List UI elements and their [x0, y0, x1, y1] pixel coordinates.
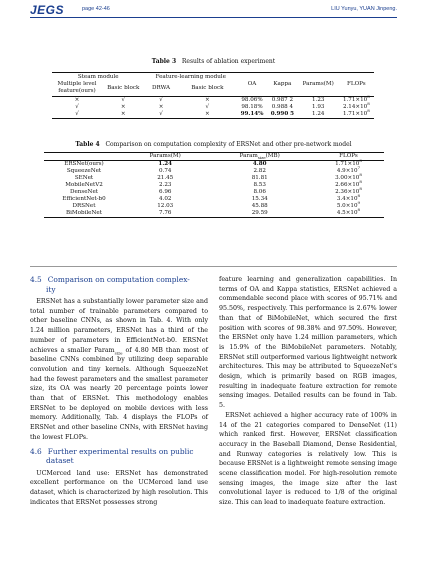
t3-cell: 1.93 — [311, 104, 325, 110]
t4-flops: 5.0×10 — [336, 203, 358, 209]
author-names: LIU Yunyu, YUAN Jinpeng. — [331, 6, 397, 12]
t3-col-kappa: Kappa — [273, 81, 292, 87]
table3 — [52, 72, 374, 119]
t4-cell: 21.45 — [157, 175, 174, 181]
t3-col-multilevel: Multiple level feature(ours) — [57, 81, 97, 94]
t4-cell — [313, 158, 384, 169]
section-number: 4.6 — [30, 446, 42, 456]
table-row — [52, 97, 374, 105]
table-row — [44, 175, 384, 182]
t4-cell: 1.24 — [158, 161, 173, 167]
t4-cell: SENet — [74, 175, 94, 181]
section-title: Comparison on computation complex- — [47, 275, 190, 284]
t3-group-steam: Steam module — [77, 74, 119, 80]
right-paragraph-2: ERSNet achieved a higher accuracy rate of 100% in 14 of the 21 categories compared to DenseNet (11) which ranked first. However, ERSNet classification accuracy in the Baseball Diamond, Dense Residential, and Runway categories is relatively low. This is because ERSNet is a lightweight remote sensing image scene classification model. For high-resolution remote sensing images, the image size after the last convolutional layer is reduced to 1/8 of the original size. This can lead to inadequate feature extraction. — [219, 411, 397, 507]
t4-cell: DRSNet — [72, 203, 96, 209]
right-column — [219, 275, 397, 508]
t3-group-feature: Feature-learning module — [155, 74, 226, 80]
t4-cell: 8.06 — [253, 189, 266, 195]
t3-cell: √ — [159, 111, 163, 117]
section-4-6-paragraph: UCMerced land use: ERSNet has demonstrated excellent performance on the UCMerced land use dataset, which is characterized by high resolution. This indicates that ERSNet possesses strong — [30, 469, 208, 506]
section-title-cont: ity — [46, 284, 56, 294]
table3-caption — [30, 58, 397, 65]
t4-exp: 8 — [359, 158, 362, 164]
table-row — [44, 168, 384, 175]
t3-exp: 8 — [367, 108, 370, 114]
t4-cell — [313, 207, 384, 218]
t3-cell — [339, 108, 374, 119]
table-row — [44, 161, 384, 169]
t3-cell: 1.24 — [311, 111, 325, 117]
t4-exp: 7 — [357, 165, 361, 171]
section-4-6-heading — [30, 447, 208, 466]
t3-cell: × — [158, 104, 164, 110]
t3-cell: 99.14% — [240, 111, 264, 117]
t4-cell: 45.88 — [251, 203, 268, 209]
t4-cell: EfficientNet-b0 — [62, 196, 106, 202]
t3-flops: 1.71×10 — [342, 111, 368, 117]
t3-cell: × — [120, 104, 126, 110]
section-4-5-heading — [30, 275, 208, 294]
section-divider — [30, 266, 397, 267]
journal-logo: JEGS — [30, 3, 65, 17]
t4-exp: 8 — [359, 172, 362, 178]
para-sub: size — [114, 349, 123, 355]
t3-cell: 98.06% — [241, 97, 263, 103]
t3-col-params: Params(M) — [302, 81, 334, 87]
t4-exp: 9 — [357, 200, 361, 206]
t3-cell: 98.18% — [241, 104, 263, 110]
t3-cell: × — [204, 111, 210, 117]
section-title-cont: dataset — [46, 456, 74, 466]
t4-flops: 4.9×10 — [336, 168, 358, 174]
t4-exp: 8 — [359, 186, 362, 192]
t3-cell: √ — [159, 97, 163, 103]
page-header — [0, 0, 427, 20]
t3-cell: × — [120, 111, 126, 117]
t4-cell: ERSNet(ours) — [64, 161, 104, 167]
t4-cell: 0.74 — [159, 168, 172, 174]
table-row — [44, 196, 384, 203]
page-range: page 42-46 — [82, 6, 110, 12]
t3-cell: √ — [75, 111, 79, 117]
t4-paramsize-unit: (MB) — [265, 153, 280, 159]
t3-cell: 0.988 4 — [271, 104, 294, 110]
table-row — [52, 111, 374, 119]
table-row — [44, 203, 384, 210]
t4-cell: 6.96 — [159, 189, 172, 195]
t3-exp: 8 — [367, 94, 370, 100]
t4-cell: 2.82 — [253, 168, 266, 174]
para-text: ERSNet has a substantially lower parameter size and total number of trainable parameters compared to other baseline CNNs, as shown in Tab. 4. With only 1.24 million parameters, ERSNet has a third of the number of parameters in EfficientNet-b0. ERSNet achieves a smaller Param — [30, 298, 208, 354]
table4 — [44, 152, 384, 218]
header-rule — [30, 17, 397, 18]
t4-flops: 3.4×10 — [336, 196, 358, 202]
t3-cell: 0.987 2 — [271, 97, 294, 103]
t3-col-basic: Basic block — [107, 85, 140, 91]
table4-title: Comparison on computation complexity of ERSNet and other pre-network model — [105, 141, 352, 148]
t3-col-basic2: Basic block — [191, 85, 224, 91]
t4-cell: 4.80 — [252, 161, 267, 167]
para-text-rest: of 4.80 MB than most of baseline CNNs combined by utilizing deep separable convolution and tiny kernels. Although SqueezeNet had the fewest parameters and the smallest parameter size, its OA was nearly 20 percentage points lower than that of ERSNet. This methodology enables ERSNet to be deployed on mobile devices with less memory. Additionally, Tab. 4 displays the FLOPs of ERSNet and other baseline CNNs, with ERSNet having the lowest FLOPs. — [30, 346, 208, 441]
table3-label: Table 3 — [151, 58, 177, 65]
t4-flops: 1.71×10 — [335, 161, 360, 167]
t4-cell: 15.34 — [251, 196, 268, 202]
table-row — [44, 210, 384, 218]
t3-cell: √ — [121, 97, 126, 103]
t3-cell: 1.23 — [311, 97, 325, 103]
left-column — [30, 275, 208, 507]
t4-col-params: Params(M) — [149, 153, 181, 159]
table-row — [44, 189, 384, 196]
t3-cell: 0.990 5 — [270, 111, 295, 117]
t3-flops: 1.71×10 — [342, 97, 368, 103]
t4-cell: 7.76 — [159, 210, 172, 216]
t3-cell: × — [204, 97, 210, 103]
t3-cell: √ — [75, 104, 79, 110]
t4-paramsize-label: Param — [239, 153, 258, 159]
table-row — [52, 104, 374, 111]
t3-cell: × — [74, 97, 80, 103]
t4-col-flops: FLOPs — [339, 153, 358, 159]
t4-cell: 29.59 — [251, 210, 268, 216]
t3-col-drwa: DRWA — [152, 85, 171, 91]
t4-cell: 4.02 — [159, 196, 172, 202]
t4-exp: 8 — [359, 179, 362, 185]
table3-title: Results of ablation experiment — [181, 58, 276, 65]
t4-paramsize-sub: size — [257, 155, 266, 161]
t3-exp: 8 — [367, 101, 370, 107]
t4-col-paramsize — [206, 153, 312, 161]
t4-col-model — [44, 153, 124, 161]
t4-cell: 12.03 — [157, 203, 174, 209]
section-title: Further experimental results on public — [47, 446, 194, 456]
right-paragraph-1: feature learning and generalization capabilities. In terms of OA and Kappa statistics, ERSNet achieved a commendable second place with scores of 95.71% and 95.50%, respectively. This performance is 2.67% lower than that of BiMobileNet, which secured the first position with scores of 98.38% and 97.50%. However, the ERSNet only have 1.24 million parameters, which is 15.9% of the BiMobileNet parameters. Notably, ERSNet still outperformed various lightweight network architectures. This may be attributed to SqueezeNet's design, which is primarily based on RGB images, resulting in inadequate feature extraction for remote sensing images. Detailed results can be found in Tab. 5. — [219, 276, 397, 410]
t3-cell: √ — [205, 104, 210, 110]
t4-flops: 2.36×10 — [335, 189, 360, 195]
table-row — [44, 182, 384, 189]
t4-cell: SqueezeNet — [66, 168, 102, 174]
t3-col-flops: FLOPs — [347, 81, 366, 87]
t3-col-oa: OA — [247, 81, 257, 87]
t4-cell: BiMobileNet — [66, 210, 102, 216]
t4-flops: 2.66×10 — [335, 182, 360, 188]
t4-cell: DenseNet — [69, 189, 99, 195]
table4-caption — [30, 141, 397, 148]
t4-exp: 8 — [357, 207, 361, 213]
t4-flops: 3.00×10 — [335, 175, 360, 181]
section-number: 4.5 — [30, 275, 42, 284]
t4-cell: 8.53 — [253, 182, 266, 188]
t4-cell: 2.23 — [159, 182, 172, 188]
t4-exp: 8 — [357, 193, 361, 199]
t4-cell: 81.81 — [251, 175, 268, 181]
t4-flops: 4.5×10 — [336, 210, 358, 216]
t3-flops: 2.14×10 — [342, 104, 368, 110]
section-4-5-paragraph — [30, 297, 208, 443]
t4-cell: MobileNetV2 — [65, 182, 103, 188]
table4-label: Table 4 — [75, 141, 100, 148]
